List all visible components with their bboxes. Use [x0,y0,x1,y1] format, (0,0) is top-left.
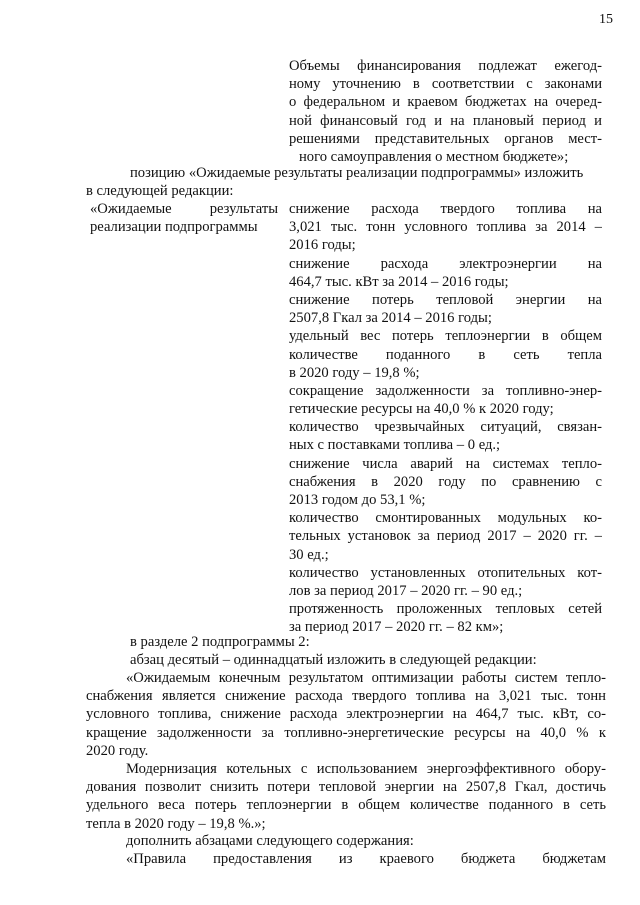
text-line: снижение расхода твердого топлива на [289,201,602,217]
text-line: сокращение задолженности за топливно-энер- [289,382,602,399]
text-line: 3,021 тыс. тонн условного топлива за 2014 – [289,219,602,236]
text-line: реализации подпрограммы [90,219,258,236]
position-intro [86,164,606,200]
text-line: снабжения является снижение расхода твердого топлива на 3,021 тыс. тонн [86,688,606,705]
text-line: Модернизация котельных с использованием энергоэффективного обору- [126,761,606,777]
text-line: снижение числа аварий на системах тепло- [289,455,602,472]
text-line: условного топлива, снижение расхода электроэнергии на 464,7 тыс. кВт, со- [86,706,606,723]
text-line: ных с поставками топлива – 0 ед.; [289,437,501,454]
text-line: 2016 годы; [289,237,356,254]
text-line: 30 ед.; [289,546,329,563]
text-line: «Ожидаемым конечным результатом оптимизации работы систем тепло- [126,670,606,686]
text-line: за период 2017 – 2020 гг. – 82 км»; [289,619,504,636]
text-line: ного самоуправления о местном бюджете»; [299,148,569,165]
text-line: дования позволит снизить потери тепловой энергии на 2507,8 Гкал, достичь [86,779,606,796]
text-line: гетические ресурсы на 40,0 % к 2020 году; [289,401,554,418]
table-label [90,200,278,236]
supplement-line [126,832,606,850]
text-line: 464,7 тыс. кВт за 2014 – 2016 годы; [289,273,509,290]
text-line: тепла в 2020 году – 19,8 %.»; [86,815,266,832]
text-line: «Ожидаемые результаты [90,201,278,217]
text-line: удельный вес потерь теплоэнергии в общем [289,328,602,345]
table-values [289,200,602,637]
text-line: кращение задолженности за топливно-энергетические ресурсы на 40,0 % к [86,724,606,741]
text-line: о федеральном и краевом бюджетах на очеред- [289,94,602,111]
text-line: удельного веса потерь теплоэнергии в общем количестве поданного в сеть [86,797,606,814]
text-line: лов за период 2017 – 2020 гг. – 90 ед.; [289,582,523,599]
rules-line [126,850,606,868]
text-line: решениями представительных органов мест- [289,130,602,147]
text-line: снижение расхода электроэнергии на [289,255,602,272]
text-line: количество чрезвычайных ситуаций, связан- [289,419,602,436]
text-line: снижение потерь тепловой энергии на [289,291,602,308]
text-line: абзац десятый – одиннадцатый изложить в следующей редакции: [130,652,537,669]
finance-paragraph [289,57,602,166]
text-line: позицию «Ожидаемые результаты реализации подпрограммы» изложить [130,165,584,181]
text-line: в следующей редакции: [86,183,234,200]
text-line: дополнить абзацами следующего содержания: [126,833,414,849]
text-line: тельных установок за период 2017 – 2020 гг. – [289,528,602,545]
text-line: 2020 году. [86,742,149,759]
section2-block [130,633,610,669]
text-line: снабжения в 2020 году по сравнению с [289,473,602,490]
text-line: количество установленных отопительных кот- [289,564,602,581]
text-line: 2013 годом до 53,1 %; [289,492,426,508]
result-paragraph [86,669,606,760]
text-line: протяженность проложенных тепловых сетей [289,601,602,618]
text-line: «Правила предоставления из краевого бюджета бюджетам [126,851,606,867]
text-line: 2507,8 Гкал за 2014 – 2016 годы; [289,310,492,327]
text-line: Объемы финансирования подлежат ежегод- [289,58,602,74]
text-line: в 2020 году – 19,8 %; [289,364,420,381]
text-line: ному уточнению в соответствии с законами [289,76,602,93]
text-line: в разделе 2 подпрограммы 2: [130,634,310,650]
modernization-paragraph [86,760,606,833]
text-line: ной финансовый год и на плановый период и [289,112,602,129]
text-line: количестве поданного в сеть тепла [289,346,602,363]
page-number: 15 [599,12,613,27]
text-line: количество смонтированных модульных ко- [289,510,602,527]
